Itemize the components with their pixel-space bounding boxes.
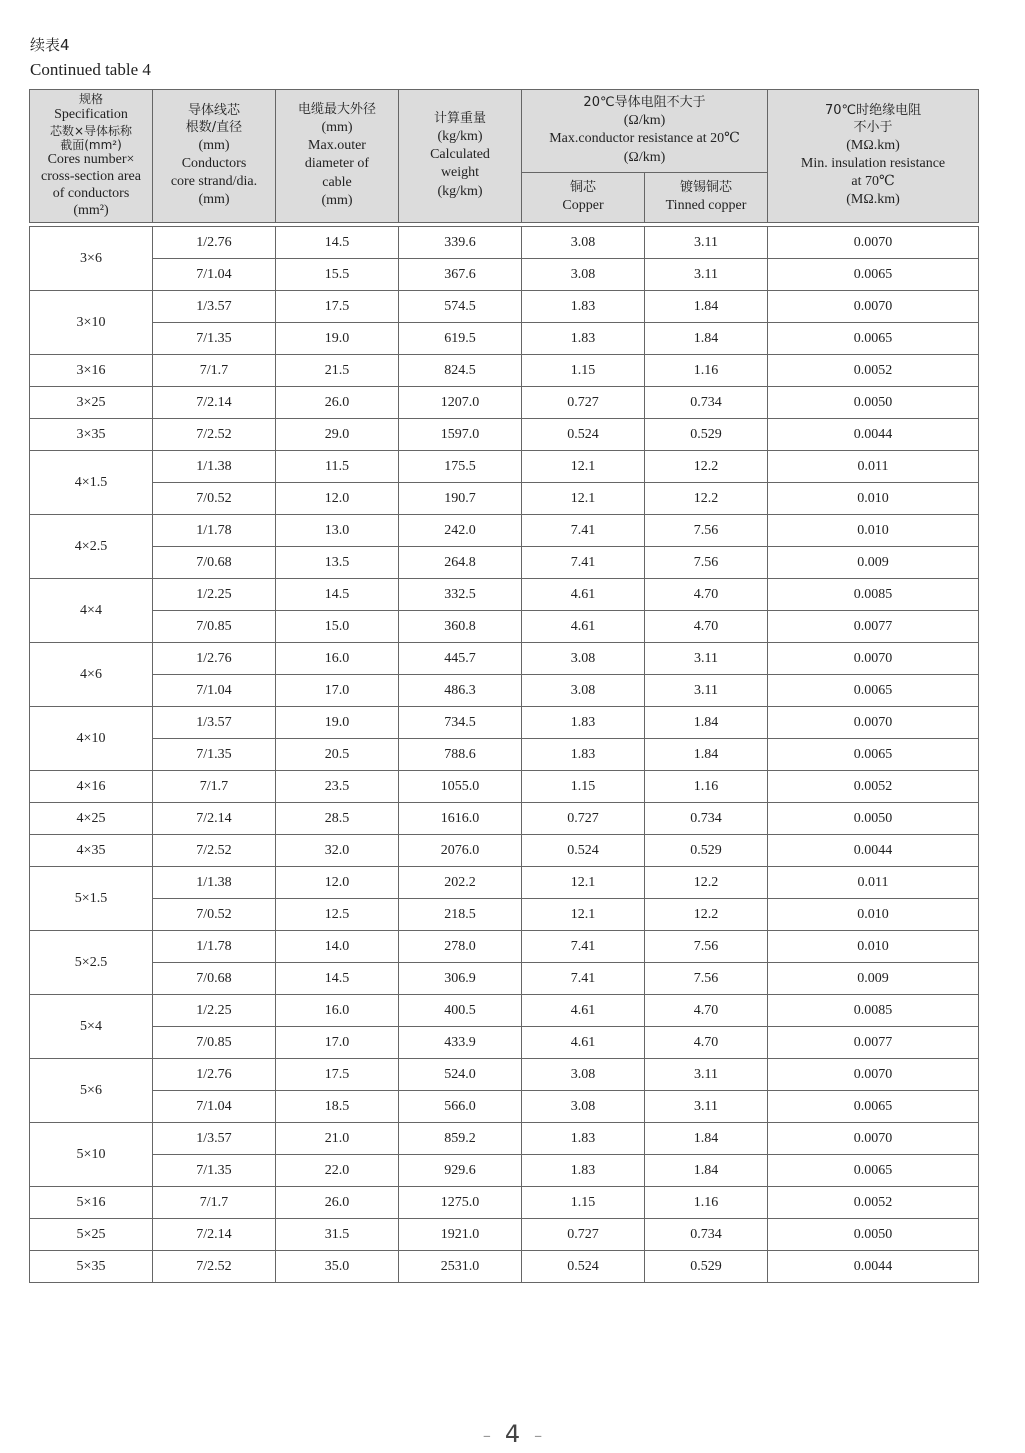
cell-diameter: 11.5 <box>276 451 399 483</box>
cell-insulation: 0.011 <box>768 867 979 899</box>
cell-tinned: 1.16 <box>645 355 768 387</box>
cell-insulation: 0.0070 <box>768 1123 979 1155</box>
cell-spec: 5×10 <box>30 1123 153 1187</box>
table-row <box>30 515 979 547</box>
cell-spec: 4×16 <box>30 771 153 803</box>
cell-weight: 1616.0 <box>399 803 522 835</box>
caption-english: Continued table 4 <box>30 60 151 79</box>
table-row <box>30 547 979 579</box>
cell-tinned: 3.11 <box>645 1059 768 1091</box>
cell-spec: 4×4 <box>30 579 153 643</box>
cell-weight: 2531.0 <box>399 1251 522 1283</box>
cell-strand: 7/0.52 <box>153 899 276 931</box>
cell-weight: 278.0 <box>399 931 522 963</box>
table-row <box>30 707 979 739</box>
cell-diameter: 12.5 <box>276 899 399 931</box>
cell-tinned: 1.84 <box>645 1155 768 1187</box>
cell-spec: 3×10 <box>30 291 153 355</box>
cell-spec: 3×25 <box>30 387 153 419</box>
cell-spec: 5×25 <box>30 1219 153 1251</box>
page-dash-right: – <box>534 1425 543 1445</box>
cell-strand: 7/1.7 <box>153 1187 276 1219</box>
cell-strand: 7/2.14 <box>153 803 276 835</box>
table-row <box>30 1123 979 1155</box>
cell-diameter: 31.5 <box>276 1219 399 1251</box>
table-row <box>30 643 979 675</box>
header-tinned-copper: 镀锡铜芯 Tinned copper <box>645 173 768 223</box>
cell-strand: 1/1.78 <box>153 515 276 547</box>
table-row <box>30 675 979 707</box>
cell-weight: 190.7 <box>399 483 522 515</box>
cell-tinned: 7.56 <box>645 931 768 963</box>
cell-tinned: 1.16 <box>645 771 768 803</box>
cell-weight: 445.7 <box>399 643 522 675</box>
cell-insulation: 0.0065 <box>768 323 979 355</box>
cell-copper: 12.1 <box>522 899 645 931</box>
cell-tinned: 0.529 <box>645 419 768 451</box>
cell-insulation: 0.0085 <box>768 995 979 1027</box>
header-strand: 导体线芯 根数/直径 (mm) Conductors core strand/dia. (mm) <box>153 90 276 223</box>
cell-insulation: 0.0065 <box>768 739 979 771</box>
table-row <box>30 899 979 931</box>
table-row <box>30 579 979 611</box>
cell-insulation: 0.0065 <box>768 259 979 291</box>
cell-insulation: 0.0050 <box>768 387 979 419</box>
cell-diameter: 14.5 <box>276 227 399 259</box>
cell-insulation: 0.0070 <box>768 291 979 323</box>
cell-insulation: 0.010 <box>768 483 979 515</box>
cell-weight: 574.5 <box>399 291 522 323</box>
table-row <box>30 259 979 291</box>
cell-diameter: 17.0 <box>276 1027 399 1059</box>
cell-copper: 0.727 <box>522 1219 645 1251</box>
cell-strand: 7/1.7 <box>153 355 276 387</box>
table-row <box>30 739 979 771</box>
cell-weight: 1207.0 <box>399 387 522 419</box>
cell-weight: 202.2 <box>399 867 522 899</box>
cell-tinned: 12.2 <box>645 483 768 515</box>
cell-diameter: 19.0 <box>276 323 399 355</box>
cell-tinned: 1.84 <box>645 739 768 771</box>
cell-diameter: 16.0 <box>276 643 399 675</box>
cell-copper: 3.08 <box>522 643 645 675</box>
cell-strand: 7/1.04 <box>153 675 276 707</box>
cell-tinned: 3.11 <box>645 643 768 675</box>
table-row <box>30 1155 979 1187</box>
table-row <box>30 611 979 643</box>
table-row <box>30 1251 979 1283</box>
cell-strand: 7/0.52 <box>153 483 276 515</box>
cell-weight: 339.6 <box>399 227 522 259</box>
cell-insulation: 0.0077 <box>768 1027 979 1059</box>
cell-strand: 7/1.35 <box>153 739 276 771</box>
cell-strand: 7/1.04 <box>153 1091 276 1123</box>
cell-weight: 2076.0 <box>399 835 522 867</box>
cell-copper: 1.83 <box>522 1123 645 1155</box>
cell-copper: 4.61 <box>522 1027 645 1059</box>
cell-tinned: 1.84 <box>645 707 768 739</box>
header-weight: 计算重量 (kg/km) Calculated weight (kg/km) <box>399 90 522 223</box>
table-row <box>30 1059 979 1091</box>
cell-copper: 4.61 <box>522 995 645 1027</box>
cell-insulation: 0.0070 <box>768 707 979 739</box>
cell-diameter: 29.0 <box>276 419 399 451</box>
cell-copper: 3.08 <box>522 227 645 259</box>
table-row <box>30 419 979 451</box>
header-insulation: 70℃时绝缘电阻 不小于 (MΩ.km) Min. insulation resistance at 70℃ (MΩ.km) <box>768 90 979 223</box>
cell-weight: 824.5 <box>399 355 522 387</box>
cell-diameter: 13.0 <box>276 515 399 547</box>
cell-tinned: 3.11 <box>645 675 768 707</box>
cell-insulation: 0.0044 <box>768 1251 979 1283</box>
cell-strand: 7/0.85 <box>153 1027 276 1059</box>
cell-insulation: 0.0070 <box>768 227 979 259</box>
table-row <box>30 867 979 899</box>
cell-weight: 1597.0 <box>399 419 522 451</box>
cell-insulation: 0.0077 <box>768 611 979 643</box>
cell-insulation: 0.010 <box>768 515 979 547</box>
cell-tinned: 1.84 <box>645 291 768 323</box>
table-row <box>30 355 979 387</box>
table-row <box>30 771 979 803</box>
caption-chinese: 续表4 <box>30 36 70 54</box>
cell-weight: 175.5 <box>399 451 522 483</box>
cell-diameter: 26.0 <box>276 1187 399 1219</box>
cell-diameter: 14.5 <box>276 963 399 995</box>
cell-diameter: 18.5 <box>276 1091 399 1123</box>
cell-copper: 1.15 <box>522 1187 645 1219</box>
table-row <box>30 1187 979 1219</box>
cell-weight: 1055.0 <box>399 771 522 803</box>
cell-weight: 400.5 <box>399 995 522 1027</box>
cell-diameter: 12.0 <box>276 867 399 899</box>
cell-insulation: 0.009 <box>768 547 979 579</box>
cell-tinned: 7.56 <box>645 963 768 995</box>
table-row <box>30 227 979 259</box>
cell-diameter: 15.5 <box>276 259 399 291</box>
cell-weight: 859.2 <box>399 1123 522 1155</box>
cell-insulation: 0.010 <box>768 931 979 963</box>
cell-weight: 433.9 <box>399 1027 522 1059</box>
cell-weight: 218.5 <box>399 899 522 931</box>
cell-copper: 3.08 <box>522 259 645 291</box>
cell-copper: 0.524 <box>522 419 645 451</box>
table-row <box>30 835 979 867</box>
cell-tinned: 0.529 <box>645 835 768 867</box>
cell-insulation: 0.0044 <box>768 419 979 451</box>
cell-insulation: 0.010 <box>768 899 979 931</box>
cell-insulation: 0.0050 <box>768 1219 979 1251</box>
header-diameter: 电缆最大外径 (mm) Max.outer diameter of cable (mm) <box>276 90 399 223</box>
cell-copper: 3.08 <box>522 675 645 707</box>
cell-diameter: 13.5 <box>276 547 399 579</box>
cell-spec: 4×6 <box>30 643 153 707</box>
cell-diameter: 28.5 <box>276 803 399 835</box>
cell-copper: 0.727 <box>522 803 645 835</box>
cell-tinned: 0.529 <box>645 1251 768 1283</box>
cell-copper: 1.15 <box>522 771 645 803</box>
header-spec: 规格 Specification 芯数×导体标称 截面(mm²) Cores number× cross-section area of conductors (mm²) <box>30 90 153 223</box>
table-body <box>30 227 979 1283</box>
table-row <box>30 451 979 483</box>
cell-insulation: 0.0065 <box>768 1155 979 1187</box>
cell-spec: 5×4 <box>30 995 153 1059</box>
cell-weight: 788.6 <box>399 739 522 771</box>
cell-spec: 3×16 <box>30 355 153 387</box>
cell-tinned: 7.56 <box>645 515 768 547</box>
cell-copper: 4.61 <box>522 579 645 611</box>
table-row <box>30 483 979 515</box>
cell-tinned: 1.16 <box>645 1187 768 1219</box>
cell-insulation: 0.0052 <box>768 771 979 803</box>
cell-copper: 7.41 <box>522 515 645 547</box>
cell-strand: 1/2.76 <box>153 227 276 259</box>
cell-spec: 4×2.5 <box>30 515 153 579</box>
cell-weight: 619.5 <box>399 323 522 355</box>
cell-tinned: 12.2 <box>645 899 768 931</box>
cell-insulation: 0.0052 <box>768 1187 979 1219</box>
cell-strand: 1/2.76 <box>153 643 276 675</box>
cell-tinned: 3.11 <box>645 227 768 259</box>
table-row <box>30 291 979 323</box>
header-resistance: 20℃导体电阻不大于 (Ω/km) Max.conductor resistance at 20℃ (Ω/km) <box>522 90 768 173</box>
cell-copper: 3.08 <box>522 1059 645 1091</box>
page-dash-left: – <box>482 1425 491 1445</box>
cell-diameter: 14.0 <box>276 931 399 963</box>
cell-diameter: 15.0 <box>276 611 399 643</box>
cell-insulation: 0.0052 <box>768 355 979 387</box>
cell-tinned: 4.70 <box>645 579 768 611</box>
cell-insulation: 0.0070 <box>768 643 979 675</box>
cell-copper: 3.08 <box>522 1091 645 1123</box>
cell-strand: 1/3.57 <box>153 291 276 323</box>
cell-strand: 7/2.14 <box>153 387 276 419</box>
cell-copper: 0.524 <box>522 835 645 867</box>
cell-strand: 7/0.68 <box>153 963 276 995</box>
cell-tinned: 7.56 <box>645 547 768 579</box>
cell-strand: 7/2.52 <box>153 835 276 867</box>
cell-spec: 3×35 <box>30 419 153 451</box>
data-table <box>29 226 979 1283</box>
cell-tinned: 1.84 <box>645 323 768 355</box>
cell-insulation: 0.0044 <box>768 835 979 867</box>
cell-strand: 7/0.68 <box>153 547 276 579</box>
cell-copper: 12.1 <box>522 451 645 483</box>
cell-copper: 7.41 <box>522 963 645 995</box>
cell-copper: 12.1 <box>522 483 645 515</box>
cell-strand: 7/2.52 <box>153 1251 276 1283</box>
cell-strand: 7/0.85 <box>153 611 276 643</box>
page-number <box>0 1420 1025 1448</box>
cell-copper: 1.83 <box>522 739 645 771</box>
cell-insulation: 0.0050 <box>768 803 979 835</box>
cell-copper: 0.524 <box>522 1251 645 1283</box>
cell-strand: 7/2.52 <box>153 419 276 451</box>
cell-insulation: 0.009 <box>768 963 979 995</box>
cell-weight: 929.6 <box>399 1155 522 1187</box>
cell-spec: 4×35 <box>30 835 153 867</box>
cell-copper: 1.83 <box>522 323 645 355</box>
cell-insulation: 0.0070 <box>768 1059 979 1091</box>
cell-weight: 264.8 <box>399 547 522 579</box>
cell-strand: 1/3.57 <box>153 1123 276 1155</box>
cell-diameter: 23.5 <box>276 771 399 803</box>
table-row <box>30 1027 979 1059</box>
cell-weight: 1275.0 <box>399 1187 522 1219</box>
table-row <box>30 387 979 419</box>
cell-strand: 7/2.14 <box>153 1219 276 1251</box>
cell-tinned: 3.11 <box>645 259 768 291</box>
cell-insulation: 0.0065 <box>768 1091 979 1123</box>
cell-copper: 4.61 <box>522 611 645 643</box>
cell-tinned: 12.2 <box>645 867 768 899</box>
cell-diameter: 21.5 <box>276 355 399 387</box>
cell-copper: 1.83 <box>522 1155 645 1187</box>
cell-strand: 1/2.25 <box>153 995 276 1027</box>
cell-copper: 12.1 <box>522 867 645 899</box>
cell-strand: 1/2.25 <box>153 579 276 611</box>
cell-diameter: 22.0 <box>276 1155 399 1187</box>
table-row <box>30 995 979 1027</box>
cell-diameter: 16.0 <box>276 995 399 1027</box>
cell-diameter: 17.5 <box>276 1059 399 1091</box>
cell-strand: 7/1.7 <box>153 771 276 803</box>
cell-tinned: 3.11 <box>645 1091 768 1123</box>
cell-strand: 7/1.35 <box>153 1155 276 1187</box>
cell-spec: 5×16 <box>30 1187 153 1219</box>
cell-weight: 332.5 <box>399 579 522 611</box>
table-row <box>30 1091 979 1123</box>
cell-diameter: 17.5 <box>276 291 399 323</box>
cell-diameter: 19.0 <box>276 707 399 739</box>
cell-copper: 1.83 <box>522 291 645 323</box>
cell-diameter: 26.0 <box>276 387 399 419</box>
cell-strand: 7/1.04 <box>153 259 276 291</box>
cell-diameter: 12.0 <box>276 483 399 515</box>
cell-strand: 1/1.38 <box>153 451 276 483</box>
cell-spec: 4×25 <box>30 803 153 835</box>
cell-copper: 1.15 <box>522 355 645 387</box>
table-row <box>30 323 979 355</box>
cell-spec: 5×6 <box>30 1059 153 1123</box>
cell-weight: 306.9 <box>399 963 522 995</box>
cell-tinned: 0.734 <box>645 1219 768 1251</box>
cell-strand: 1/1.78 <box>153 931 276 963</box>
cell-insulation: 0.0085 <box>768 579 979 611</box>
cell-spec: 5×2.5 <box>30 931 153 995</box>
cell-strand: 1/1.38 <box>153 867 276 899</box>
cell-strand: 1/3.57 <box>153 707 276 739</box>
cell-tinned: 12.2 <box>645 451 768 483</box>
cell-diameter: 17.0 <box>276 675 399 707</box>
cell-copper: 7.41 <box>522 931 645 963</box>
cell-copper: 7.41 <box>522 547 645 579</box>
cell-copper: 0.727 <box>522 387 645 419</box>
cell-copper: 1.83 <box>522 707 645 739</box>
cell-diameter: 14.5 <box>276 579 399 611</box>
cell-tinned: 4.70 <box>645 1027 768 1059</box>
cell-weight: 524.0 <box>399 1059 522 1091</box>
cell-spec: 4×1.5 <box>30 451 153 515</box>
table-row <box>30 963 979 995</box>
cell-weight: 486.3 <box>399 675 522 707</box>
cell-diameter: 35.0 <box>276 1251 399 1283</box>
table-row <box>30 1219 979 1251</box>
cell-tinned: 1.84 <box>645 1123 768 1155</box>
cell-weight: 566.0 <box>399 1091 522 1123</box>
cell-weight: 367.6 <box>399 259 522 291</box>
cell-weight: 1921.0 <box>399 1219 522 1251</box>
cell-weight: 242.0 <box>399 515 522 547</box>
cell-insulation: 0.0065 <box>768 675 979 707</box>
page-number-value: 4 <box>504 1420 521 1448</box>
cell-strand: 7/1.35 <box>153 323 276 355</box>
cell-tinned: 4.70 <box>645 611 768 643</box>
cell-spec: 5×35 <box>30 1251 153 1283</box>
header-copper: 铜芯 Copper <box>522 173 645 223</box>
cell-weight: 360.8 <box>399 611 522 643</box>
cell-insulation: 0.011 <box>768 451 979 483</box>
cell-spec: 5×1.5 <box>30 867 153 931</box>
table-row <box>30 803 979 835</box>
cell-diameter: 21.0 <box>276 1123 399 1155</box>
cell-spec: 3×6 <box>30 227 153 291</box>
cell-diameter: 32.0 <box>276 835 399 867</box>
cell-tinned: 0.734 <box>645 387 768 419</box>
table-header <box>29 89 979 223</box>
cell-tinned: 4.70 <box>645 995 768 1027</box>
cell-spec: 4×10 <box>30 707 153 771</box>
cell-weight: 734.5 <box>399 707 522 739</box>
cell-strand: 1/2.76 <box>153 1059 276 1091</box>
table-row <box>30 931 979 963</box>
cell-tinned: 0.734 <box>645 803 768 835</box>
cell-diameter: 20.5 <box>276 739 399 771</box>
